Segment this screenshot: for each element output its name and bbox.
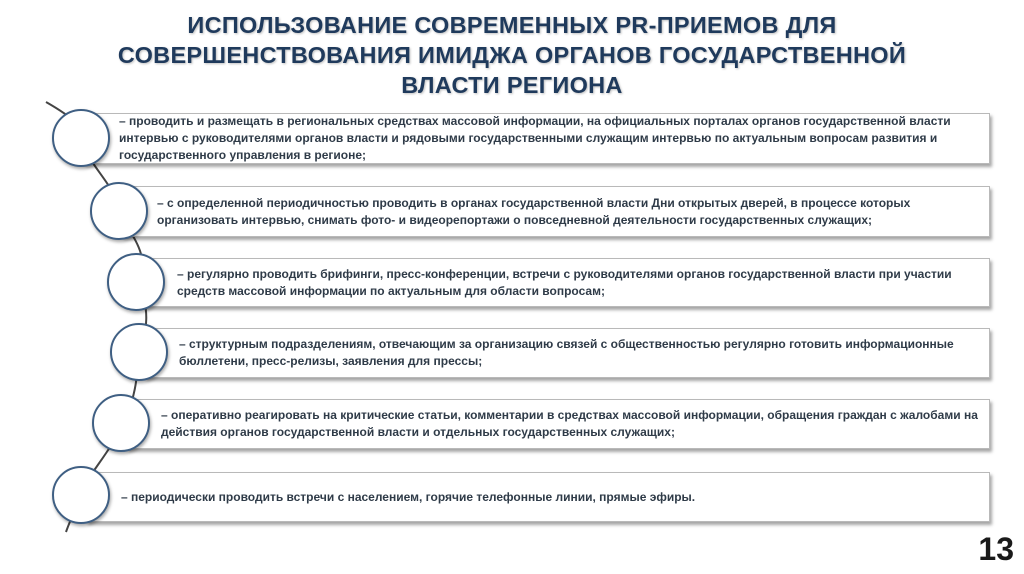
timeline-node-4 [110,323,168,381]
recommendation-box-1 [84,113,990,164]
recommendation-text-4: – структурным подразделениям, отвечающим за организацию связей с общественностью регулярно готовить информационные бюллетени, пресс-релизы, заявления для прессы; [179,337,954,368]
recommendation-box-6 [86,472,990,522]
recommendation-text-6: – периодически проводить встречи с населением, горячие телефонные линии, прямые эфиры. [121,489,696,504]
spine-curve [46,102,146,532]
timeline-node-1 [52,109,110,167]
timeline-node-6 [52,466,110,524]
title-line-1: ИСПОЛЬЗОВАНИЕ СОВРЕМЕННЫХ PR-ПРИЕМОВ ДЛЯ [187,12,837,38]
recommendation-box-4 [144,328,990,378]
recommendation-box-3 [142,258,990,307]
title-line-3: ВЛАСТИ РЕГИОНА [401,72,623,98]
recommendation-text-5: – оперативно реагировать на критические статьи, комментарии в средствах массовой информации, обращения граждан с жалобами на действия органов государственной власти и отдельных государственных служащих; [161,408,978,439]
recommendation-box-2 [122,186,990,237]
timeline-node-2 [90,182,148,240]
title-line-2: СОВЕРШЕНСТВОВАНИЯ ИМИДЖА ОРГАНОВ ГОСУДАРСТВЕННОЙ [117,42,907,68]
recommendation-text-1: – проводить и размещать в региональных средствах массовой информации, на официальных порталах органов государственной власти интервью с руководителями органов власти и рядовыми государственными служащим интервью по актуальным вопросам развития и государственного управления в регионе; [119,114,951,162]
slide-title [20,10,1004,100]
recommendation-box-5 [126,399,990,449]
timeline-node-3 [107,253,165,311]
recommendation-text-3: – регулярно проводить брифинги, пресс-конференции, встречи с руководителями органов государственной власти при участии средств массовой информации по актуальным для области вопросам; [177,266,952,298]
timeline-node-5 [92,394,150,452]
page-number: 13 [978,531,1014,567]
recommendation-text-2: – с определенной периодичностью проводить в органах государственной власти Дни открытых дверей, в процессе которых организовать интервью, снимать фото- и видеорепортажи о повседневной деятельности государственных служащих; [157,195,911,227]
